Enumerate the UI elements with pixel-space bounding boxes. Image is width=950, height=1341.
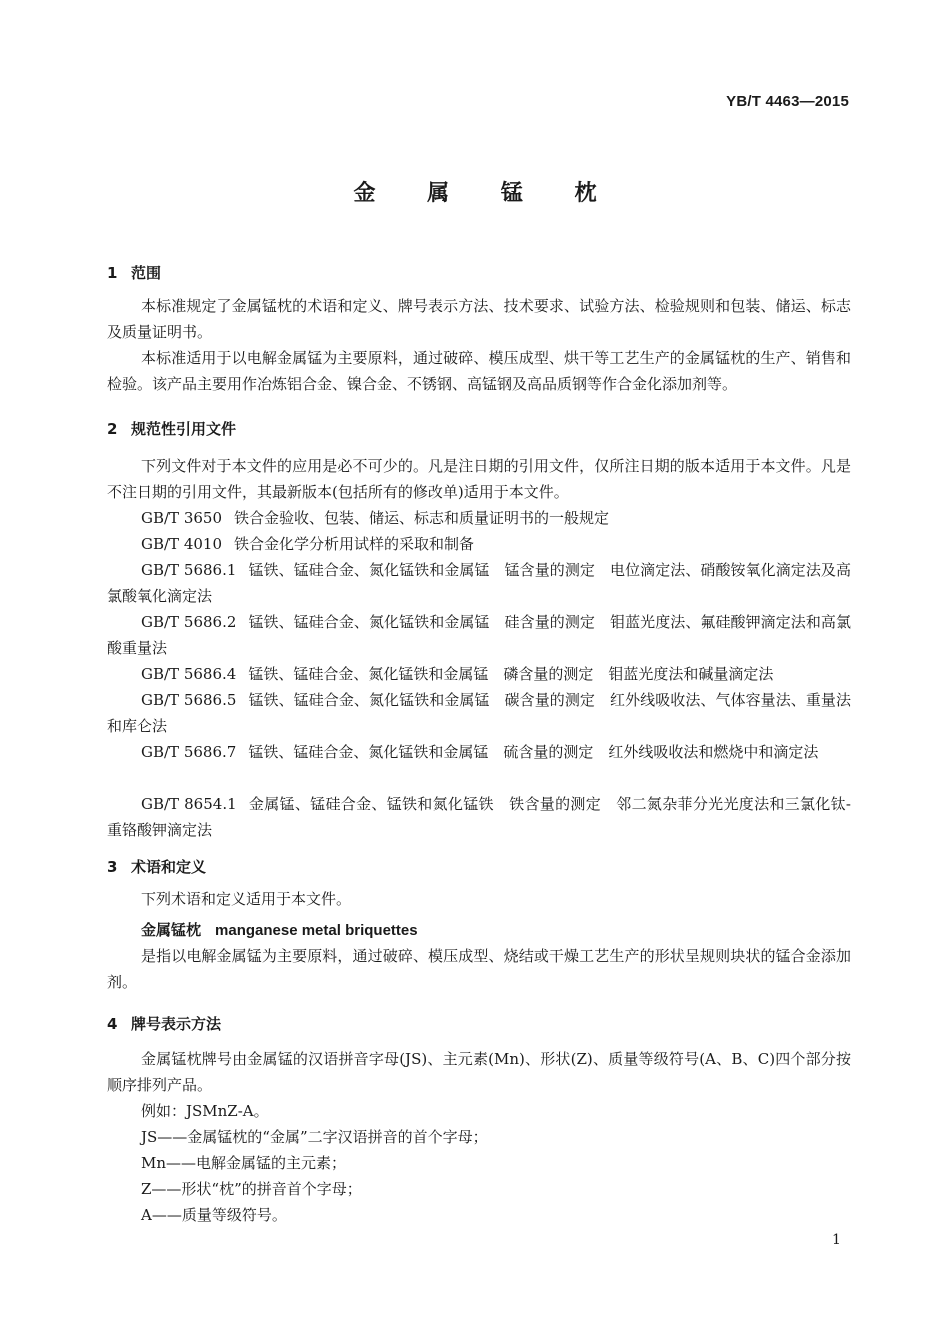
section-title: 术语和定义 xyxy=(131,858,207,876)
reference-item xyxy=(107,739,851,765)
reference-code: GB/T 5686.1 xyxy=(141,561,237,579)
term-chinese: 金属锰枕 xyxy=(141,921,202,939)
reference-item xyxy=(107,791,851,843)
legend-line: Z——形状“枕”的拼音首个字母； xyxy=(141,1180,362,1198)
section-title: 范围 xyxy=(131,264,162,282)
reference-code: GB/T 5686.2 xyxy=(141,613,237,631)
reference-item xyxy=(107,687,851,739)
reference-title: 锰铁、锰硅合金、氮化锰铁和金属锰 磷含量的测定 钼蓝光度法和碱量滴定法 xyxy=(248,665,774,683)
section-number: 2 xyxy=(107,420,118,438)
reference-title: 锰铁、锰硅合金、氮化锰铁和金属锰 硫含量的测定 红外线吸收法和燃烧中和滴定法 xyxy=(248,743,819,761)
legend-line: Mn——电解金属锰的主元素； xyxy=(141,1154,347,1172)
legend-line: A——质量等级符号。 xyxy=(141,1206,287,1224)
reference-item xyxy=(107,531,851,557)
reference-code: GB/T 8654.1 xyxy=(141,795,237,813)
section-4-heading xyxy=(107,1013,221,1034)
legend-line: JS——金属锰枕的“金属”二字汉语拼音的首个字母； xyxy=(141,1128,488,1146)
reference-item xyxy=(107,609,851,661)
reference-code: GB/T 3650 xyxy=(141,509,223,527)
reference-item xyxy=(107,557,851,609)
section-1-paragraph: 本标准适用于以电解金属锰为主要原料，通过破碎、模压成型、烘干等工艺生产的金属锰枕的生产、销售和检验。该产品主要用作冶炼铝合金、镍合金、不锈钢、高锰钢及高品质钢等作合金化添加剂等。 xyxy=(107,349,851,393)
reference-code: GB/T 5686.5 xyxy=(141,691,237,709)
section-title: 牌号表示方法 xyxy=(131,1015,222,1033)
section-number: 4 xyxy=(107,1015,118,1033)
section-1-heading xyxy=(107,262,161,283)
example-line: 例如：JSMnZ-A。 xyxy=(141,1102,269,1120)
reference-title: 铁合金化学分析用试样的采取和制备 xyxy=(234,535,475,553)
reference-item xyxy=(107,661,851,687)
term-entry xyxy=(141,919,418,940)
section-3-intro: 下列术语和定义适用于本文件。 xyxy=(141,890,352,908)
page-number: 1 xyxy=(832,1232,841,1248)
term-definition: 是指以电解金属锰为主要原料，通过破碎、模压成型、烧结或干燥工艺生产的形状呈规则块状的锰合金添加剂。 xyxy=(107,947,851,991)
section-2-heading xyxy=(107,418,236,439)
term-english: manganese metal briquettes xyxy=(215,922,418,939)
reference-item xyxy=(107,505,851,531)
section-number: 3 xyxy=(107,858,118,876)
section-title: 规范性引用文件 xyxy=(131,420,237,438)
reference-code: GB/T 5686.7 xyxy=(141,743,237,761)
document-title: 金 属 锰 枕 xyxy=(353,181,619,206)
section-3-heading xyxy=(107,856,206,877)
standard-code: YB/T 4463—2015 xyxy=(726,93,849,110)
section-4-intro: 金属锰枕牌号由金属锰的汉语拼音字母(JS)、主元素(Mn)、形状(Z)、质量等级符号(A、B、C)四个部分按顺序排列产品。 xyxy=(107,1050,851,1094)
section-number: 1 xyxy=(107,264,118,282)
reference-title: 铁合金验收、包装、储运、标志和质量证明书的一般规定 xyxy=(234,509,610,527)
reference-title: 锰铁、锰硅合金、氮化锰铁和金属锰 硅含量的测定 钼蓝光度法、氟硅酸钾滴定法和高氯酸重量法 xyxy=(107,613,851,657)
reference-code: GB/T 4010 xyxy=(141,535,223,553)
section-1-paragraph: 本标准规定了金属锰枕的术语和定义、牌号表示方法、技术要求、试验方法、检验规则和包装、储运、标志及质量证明书。 xyxy=(107,297,851,341)
reference-title: 金属锰、锰硅合金、锰铁和氮化锰铁 铁含量的测定 邻二氮杂菲分光光度法和三氯化钛-重铬酸钾滴定法 xyxy=(107,795,851,839)
reference-code: GB/T 5686.4 xyxy=(141,665,237,683)
reference-title: 锰铁、锰硅合金、氮化锰铁和金属锰 碳含量的测定 红外线吸收法、气体容量法、重量法和库仑法 xyxy=(107,691,851,735)
section-2-intro: 下列文件对于本文件的应用是必不可少的。凡是注日期的引用文件，仅所注日期的版本适用于本文件。凡是不注日期的引用文件，其最新版本(包括所有的修改单)适用于本文件。 xyxy=(107,457,851,501)
reference-title: 锰铁、锰硅合金、氮化锰铁和金属锰 锰含量的测定 电位滴定法、硝酸铵氧化滴定法及高氯酸氧化滴定法 xyxy=(107,561,851,605)
